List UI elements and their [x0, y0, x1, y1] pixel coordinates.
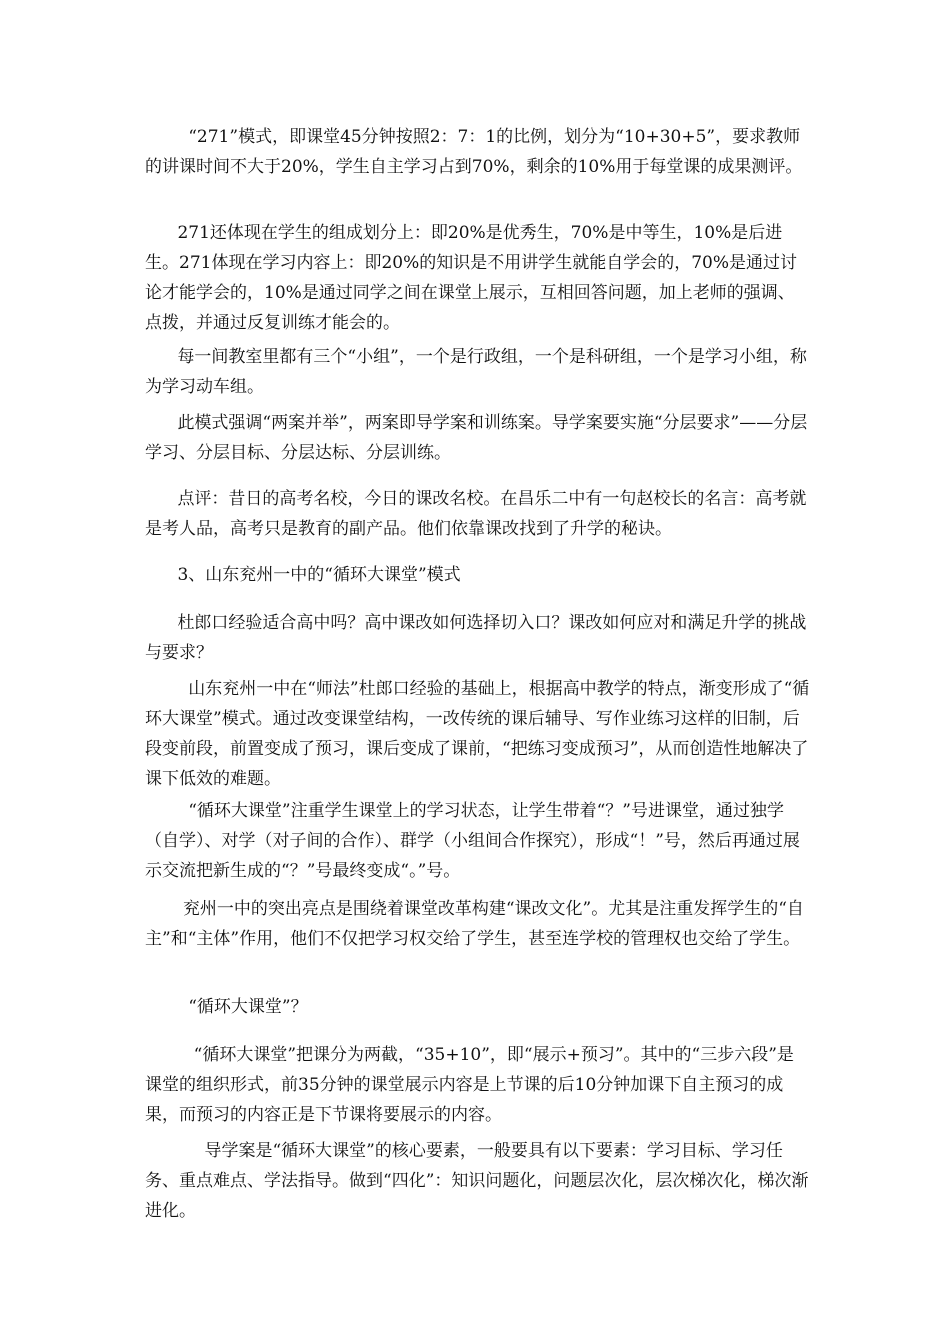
paragraph-271-composition: 271还体现在学生的组成划分上：即20%是优秀生，70%是中等生，10%是后进生。271体现在学习内容上：即20%的知识是不用讲学生就能自学会的，70%是通过讨论才能学会的，10%是通过同学之间在课堂上展示，互相回答问题，加上老师的强调、点拨，并通过反复训练才能会的。	[145, 223, 798, 333]
subheading-cycle-class: “循环大课堂”？	[145, 997, 308, 1017]
paragraph-questions: 杜郎口经验适合高中吗？高中课改如何选择切入口？课改如何应对和满足升学的挑战与要求？	[145, 613, 807, 663]
paragraph-two-sections: “循环大课堂”把课分为两截，“35+10”，即“展示+预习”。其中的“三步六段”是课堂的组织形式，前35分钟的课堂展示内容是上节课的后10分钟加课下自主预习的成果，而预习的内容正是下节课将要展示的内容。	[145, 1045, 794, 1125]
paragraph-three-groups: 每一间教室里都有三个“小组”，一个是行政组，一个是科研组，一个是学习小组，称为学习动车组。	[145, 347, 807, 397]
paragraph-yanzhou-origin: 山东兖州一中在“师法”杜郎口经验的基础上，根据高中教学的特点，渐变形成了“循环大课堂”模式。通过改变课堂结构，一改传统的课后辅导、写作业练习这样的旧制，后段变前段，前置变成了预习，课后变成了课前，“把练习变成预习”，从而创造性地解决了课下低效的难题。	[145, 679, 810, 789]
paragraph-two-plans: 此模式强调“两案并举”，两案即导学案和训练案。导学案要实施“分层要求”——分层学习、分层目标、分层达标、分层训练。	[145, 413, 808, 463]
paragraph-guide-plan: 导学案是“循环大课堂”的核心要素，一般要具有以下要素：学习目标、学习任务、重点难点、学法指导。做到“四化”：知识问题化，问题层次化，层次梯次化，梯次渐进化。	[145, 1141, 809, 1221]
paragraph-271-mode: “271”模式，即课堂45分钟按照2：7：1的比例，划分为“10+30+5”，要求教师的讲课时间不大于20%，学生自主学习占到70%，剩余的10%用于每堂课的成果测评。	[145, 127, 803, 177]
paragraph-culture: 兖州一中的突出亮点是围绕着课堂改革构建“课改文化”。尤其是注重发挥学生的“自主”和“主体”作用，他们不仅把学习权交给了学生，甚至连学校的管理权也交给了学生。	[145, 899, 804, 949]
paragraph-learning-state: “循环大课堂”注重学生课堂上的学习状态，让学生带着“？”号进课堂，通过独学（自学）、对学（对子间的合作）、群学（小组间合作探究），形成“！”号，然后再通过展示交流把新生成的“？”号最终变成“。”号。	[145, 801, 800, 881]
paragraph-comment: 点评：昔日的高考名校，今日的课改名校。在昌乐二中有一句赵校长的名言：高考就是考人品，高考只是教育的副产品。他们依靠课改找到了升学的秘诀。	[145, 489, 807, 539]
section-heading-yanzhou: 3、山东兖州一中的“循环大课堂”模式	[145, 565, 461, 585]
